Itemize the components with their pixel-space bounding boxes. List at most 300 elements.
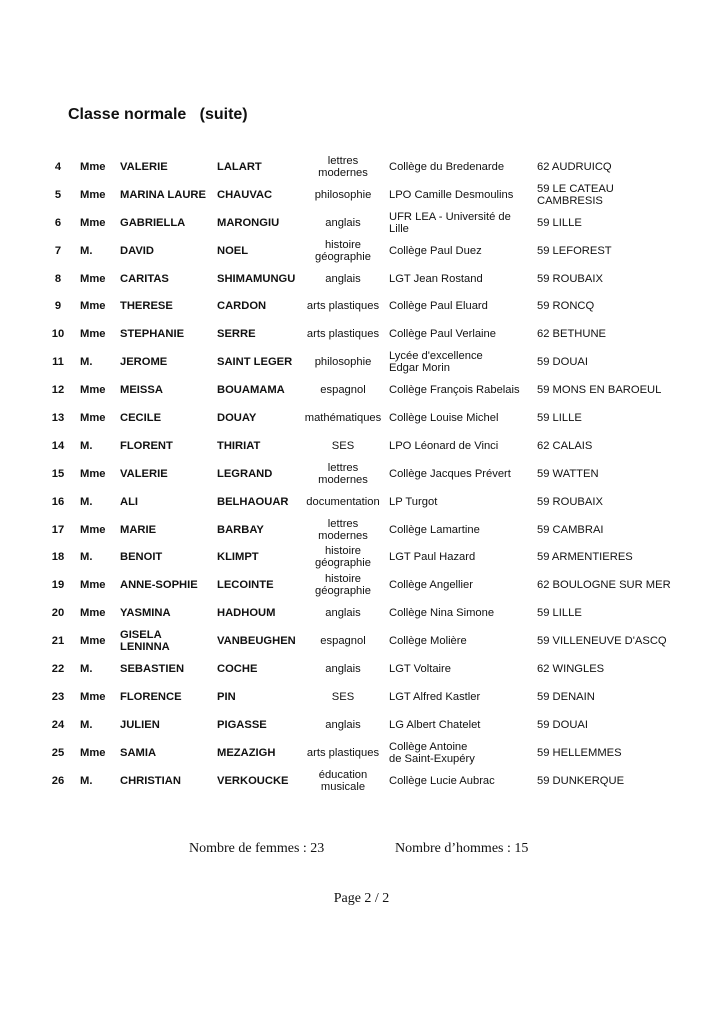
- first-name: SAMIA: [120, 746, 157, 759]
- row-number-cell: [46, 348, 70, 376]
- school: LPO Léonard de Vinci: [389, 439, 499, 452]
- school-cell: [389, 153, 531, 181]
- row-number-cell: [46, 739, 70, 767]
- school-cell: [389, 265, 531, 293]
- civility-cell: [80, 209, 116, 237]
- row-number: 23: [51, 690, 65, 703]
- last-name-cell: [217, 488, 305, 516]
- first-name: CARITAS: [120, 272, 169, 285]
- civility-cell: [80, 711, 116, 739]
- row-number: 20: [51, 607, 65, 620]
- school: LG Albert Chatelet: [389, 718, 481, 731]
- school-cell: [389, 767, 531, 795]
- city-cell: [537, 711, 717, 739]
- subject: histoire géographie: [315, 545, 371, 570]
- civility-cell: [80, 376, 116, 404]
- subject: anglais: [325, 216, 361, 229]
- city: 59 ROUBAIX: [537, 272, 603, 285]
- last-name-cell: [217, 655, 305, 683]
- subject-cell: [300, 683, 386, 711]
- last-name-cell: [217, 571, 305, 599]
- last-name-cell: [217, 516, 305, 544]
- last-name-cell: [217, 292, 305, 320]
- city: 59 HELLEMMES: [537, 746, 622, 759]
- table-row: [0, 627, 723, 655]
- subject: arts plastiques: [306, 328, 380, 341]
- subject-cell: [300, 404, 386, 432]
- row-number: 5: [54, 188, 62, 201]
- first-name: CHRISTIAN: [120, 774, 181, 787]
- table-row: [0, 376, 723, 404]
- civility: Mme: [80, 690, 106, 703]
- school: Collège Paul Verlaine: [389, 328, 496, 341]
- row-number-cell: [46, 655, 70, 683]
- city: 62 WINGLES: [537, 662, 605, 675]
- last-name-cell: [217, 348, 305, 376]
- table-row: [0, 292, 723, 320]
- city: 59 MONS EN BAROEUL: [537, 384, 662, 397]
- school-cell: [389, 683, 531, 711]
- school: Collège Antoine de Saint-Exupéry: [389, 740, 475, 765]
- first-name: FLORENCE: [120, 690, 182, 703]
- school-cell: [389, 599, 531, 627]
- city-cell: [537, 265, 717, 293]
- school-cell: [389, 292, 531, 320]
- subject-cell: [300, 209, 386, 237]
- subject: histoire géographie: [315, 573, 371, 598]
- city: 59 DOUAI: [537, 718, 588, 731]
- last-name-cell: [217, 627, 305, 655]
- first-name: SEBASTIEN: [120, 662, 185, 675]
- school-cell: [389, 432, 531, 460]
- men-count: Nombre d’hommes : 15: [395, 841, 529, 856]
- last-name-cell: [217, 739, 305, 767]
- city-cell: [537, 292, 717, 320]
- civility-cell: [80, 348, 116, 376]
- city-cell: [537, 237, 717, 265]
- subject-cell: [300, 599, 386, 627]
- row-number-cell: [46, 711, 70, 739]
- school: Collège Molière: [389, 635, 467, 648]
- first-name-cell: [120, 543, 216, 571]
- civility: Mme: [80, 216, 106, 229]
- last-name: BELHAOUAR: [217, 495, 289, 508]
- table-row: [0, 404, 723, 432]
- last-name: LALART: [217, 160, 262, 173]
- table-row: [0, 739, 723, 767]
- first-name-cell: [120, 516, 216, 544]
- table-row: [0, 265, 723, 293]
- civility: Mme: [80, 411, 106, 424]
- last-name-cell: [217, 543, 305, 571]
- civility: Mme: [80, 188, 106, 201]
- civility: Mme: [80, 384, 106, 397]
- subject-cell: [300, 488, 386, 516]
- civility: Mme: [80, 272, 106, 285]
- row-number: 22: [51, 662, 65, 675]
- civility: Mme: [80, 160, 106, 173]
- civility: Mme: [80, 579, 106, 592]
- subject: documentation: [306, 495, 380, 508]
- school: Collège Nina Simone: [389, 607, 495, 620]
- row-number: 17: [51, 523, 65, 536]
- table-row: [0, 571, 723, 599]
- table-row: [0, 320, 723, 348]
- first-name-cell: [120, 683, 216, 711]
- school-cell: [389, 516, 531, 544]
- city-cell: [537, 739, 717, 767]
- first-name-cell: [120, 265, 216, 293]
- civility-cell: [80, 739, 116, 767]
- row-number: 21: [51, 635, 65, 648]
- city-cell: [537, 488, 717, 516]
- civility-cell: [80, 432, 116, 460]
- city: 59 LEFOREST: [537, 244, 612, 257]
- last-name: CARDON: [217, 300, 267, 313]
- school: LP Turgot: [389, 495, 438, 508]
- first-name-cell: [120, 488, 216, 516]
- first-name: MARINA LAURE: [120, 188, 206, 201]
- row-number: 24: [51, 718, 65, 731]
- row-number-cell: [46, 599, 70, 627]
- subject-cell: [300, 655, 386, 683]
- first-name-cell: [120, 655, 216, 683]
- subject-cell: [300, 516, 386, 544]
- first-name: VALERIE: [120, 160, 168, 173]
- last-name-cell: [217, 404, 305, 432]
- last-name-cell: [217, 460, 305, 488]
- last-name: MEZAZIGH: [217, 746, 276, 759]
- subject: lettres modernes: [318, 461, 368, 486]
- civility: Mme: [80, 328, 106, 341]
- last-name-cell: [217, 376, 305, 404]
- row-number-cell: [46, 516, 70, 544]
- city: 62 BOULOGNE SUR MER: [537, 579, 671, 592]
- city-cell: [537, 543, 717, 571]
- school: LGT Alfred Kastler: [389, 690, 481, 703]
- city: 59 DUNKERQUE: [537, 774, 625, 787]
- first-name: BENOIT: [120, 551, 163, 564]
- row-number: 11: [52, 356, 64, 369]
- school-cell: [389, 376, 531, 404]
- city: 59 VILLENEUVE D'ASCQ: [537, 635, 667, 648]
- subject: philosophie: [314, 188, 372, 201]
- civility-cell: [80, 599, 116, 627]
- row-number-cell: [46, 376, 70, 404]
- first-name-cell: [120, 209, 216, 237]
- school-cell: [389, 460, 531, 488]
- first-name: THERESE: [120, 300, 173, 313]
- first-name: FLORENT: [120, 439, 173, 452]
- first-name-cell: [120, 711, 216, 739]
- subject-cell: [300, 181, 386, 209]
- subject-cell: [300, 543, 386, 571]
- city-cell: [537, 348, 717, 376]
- subject: histoire géographie: [315, 238, 371, 263]
- row-number: 6: [54, 216, 62, 229]
- row-number-cell: [46, 320, 70, 348]
- subject: éducation musicale: [318, 768, 368, 793]
- civility-cell: [80, 516, 116, 544]
- school: LGT Voltaire: [389, 662, 451, 675]
- first-name: YASMINA: [120, 607, 171, 620]
- row-number: 12: [51, 384, 65, 397]
- first-name: CECILE: [120, 411, 162, 424]
- city: 59 CAMBRAI: [537, 523, 604, 536]
- school: LGT Paul Hazard: [389, 551, 476, 564]
- civility-cell: [80, 153, 116, 181]
- subject-cell: [300, 237, 386, 265]
- school: Collège François Rabelais: [389, 384, 520, 397]
- school: LPO Camille Desmoulins: [389, 188, 514, 201]
- civility-cell: [80, 460, 116, 488]
- first-name-cell: [120, 292, 216, 320]
- first-name: GABRIELLA: [120, 216, 186, 229]
- last-name: THIRIAT: [217, 439, 261, 452]
- civility-cell: [80, 320, 116, 348]
- civility-cell: [80, 571, 116, 599]
- school: Collège du Bredenarde: [389, 160, 505, 173]
- last-name: NOEL: [217, 244, 249, 257]
- civility: M.: [80, 551, 93, 564]
- civility-cell: [80, 181, 116, 209]
- school: Lycée d'excellence Edgar Morin: [389, 350, 483, 375]
- subject: anglais: [325, 607, 361, 620]
- subject-cell: [300, 265, 386, 293]
- row-number-cell: [46, 543, 70, 571]
- school-cell: [389, 655, 531, 683]
- first-name-cell: [120, 739, 216, 767]
- subject-cell: [300, 348, 386, 376]
- civility-cell: [80, 404, 116, 432]
- city-cell: [537, 571, 717, 599]
- last-name: KLIMPT: [217, 551, 259, 564]
- civility: Mme: [80, 523, 106, 536]
- school: Collège Jacques Prévert: [389, 467, 511, 480]
- civility: M.: [80, 718, 93, 731]
- first-name: ANNE-SOPHIE: [120, 579, 198, 592]
- first-name-cell: [120, 432, 216, 460]
- school-cell: [389, 627, 531, 655]
- first-name: MARIE: [120, 523, 157, 536]
- city-cell: [537, 376, 717, 404]
- row-number: 4: [54, 160, 62, 173]
- civility-cell: [80, 265, 116, 293]
- civility-cell: [80, 683, 116, 711]
- city-cell: [537, 181, 717, 209]
- school: Collège Louise Michel: [389, 411, 499, 424]
- last-name-cell: [217, 432, 305, 460]
- last-name-cell: [217, 209, 305, 237]
- table-row: [0, 655, 723, 683]
- table-row: [0, 683, 723, 711]
- civility: Mme: [80, 300, 106, 313]
- school-cell: [389, 237, 531, 265]
- last-name-cell: [217, 237, 305, 265]
- row-number-cell: [46, 153, 70, 181]
- city-cell: [537, 153, 717, 181]
- school-cell: [389, 711, 531, 739]
- city-cell: [537, 655, 717, 683]
- city-cell: [537, 599, 717, 627]
- subject: espagnol: [320, 384, 366, 397]
- last-name: SHIMAMUNGU: [217, 272, 296, 285]
- school: Collège Angellier: [389, 579, 473, 592]
- civility: Mme: [80, 467, 106, 480]
- city: 59 WATTEN: [537, 467, 599, 480]
- table-row: [0, 153, 723, 181]
- civility-cell: [80, 655, 116, 683]
- civility-cell: [80, 292, 116, 320]
- civility: Mme: [80, 746, 106, 759]
- first-name-cell: [120, 376, 216, 404]
- row-number-cell: [46, 767, 70, 795]
- first-name: JULIEN: [120, 718, 160, 731]
- row-number: 14: [51, 439, 65, 452]
- city-cell: [537, 683, 717, 711]
- civility: M.: [80, 662, 93, 675]
- civility-cell: [80, 488, 116, 516]
- city: 59 DOUAI: [537, 356, 588, 369]
- row-number-cell: [46, 627, 70, 655]
- subject-cell: [300, 320, 386, 348]
- row-number: 13: [51, 411, 65, 424]
- first-name-cell: [120, 153, 216, 181]
- table-row: [0, 711, 723, 739]
- first-name-cell: [120, 460, 216, 488]
- city: 59 LE CATEAU CAMBRESIS: [537, 182, 614, 207]
- school: LGT Jean Rostand: [389, 272, 483, 285]
- last-name: HADHOUM: [217, 607, 276, 620]
- first-name-cell: [120, 320, 216, 348]
- last-name-cell: [217, 181, 305, 209]
- city-cell: [537, 432, 717, 460]
- city-cell: [537, 516, 717, 544]
- civility-cell: [80, 627, 116, 655]
- first-name: GISELA LENINNA: [120, 629, 170, 654]
- city-cell: [537, 627, 717, 655]
- first-name: DAVID: [120, 244, 154, 257]
- table-row: [0, 432, 723, 460]
- first-name: STEPHANIE: [120, 328, 185, 341]
- city: 59 LILLE: [537, 216, 582, 229]
- last-name-cell: [217, 265, 305, 293]
- subject: anglais: [325, 662, 361, 675]
- row-number: 7: [54, 244, 62, 257]
- school: Collège Lucie Aubrac: [389, 774, 495, 787]
- last-name: VERKOUCKE: [217, 774, 289, 787]
- subject-cell: [300, 432, 386, 460]
- last-name-cell: [217, 599, 305, 627]
- row-number-cell: [46, 683, 70, 711]
- first-name-cell: [120, 627, 216, 655]
- civility: M.: [80, 244, 93, 257]
- subject: anglais: [325, 718, 361, 731]
- table-row: [0, 209, 723, 237]
- last-name: PIN: [217, 690, 236, 703]
- row-number-cell: [46, 265, 70, 293]
- last-name: SERRE: [217, 328, 256, 341]
- first-name-cell: [120, 599, 216, 627]
- row-number-cell: [46, 237, 70, 265]
- civility: Mme: [80, 635, 106, 648]
- last-name: LECOINTE: [217, 579, 274, 592]
- row-number-cell: [46, 181, 70, 209]
- city-cell: [537, 404, 717, 432]
- school-cell: [389, 543, 531, 571]
- last-name-cell: [217, 711, 305, 739]
- row-number: 15: [51, 467, 65, 480]
- last-name: COCHE: [217, 662, 258, 675]
- civility: M.: [80, 356, 93, 369]
- first-name: JEROME: [120, 356, 168, 369]
- first-name-cell: [120, 181, 216, 209]
- row-number: 9: [54, 300, 62, 313]
- last-name: LEGRAND: [217, 467, 273, 480]
- first-name-cell: [120, 348, 216, 376]
- subject: SES: [331, 690, 355, 703]
- school: Collège Paul Eluard: [389, 300, 488, 313]
- last-name: PIGASSE: [217, 718, 267, 731]
- subject-cell: [300, 627, 386, 655]
- school: Collège Lamartine: [389, 523, 480, 536]
- school-cell: [389, 404, 531, 432]
- subject: lettres modernes: [318, 517, 368, 542]
- subject-cell: [300, 153, 386, 181]
- subject-cell: [300, 739, 386, 767]
- subject-cell: [300, 376, 386, 404]
- first-name-cell: [120, 404, 216, 432]
- row-number-cell: [46, 432, 70, 460]
- city: 59 LILLE: [537, 607, 582, 620]
- last-name-cell: [217, 767, 305, 795]
- last-name-cell: [217, 320, 305, 348]
- city-cell: [537, 209, 717, 237]
- table-row: [0, 181, 723, 209]
- civility-cell: [80, 543, 116, 571]
- row-number-cell: [46, 292, 70, 320]
- school-cell: [389, 488, 531, 516]
- subject: lettres modernes: [318, 154, 368, 179]
- city: 59 RONCQ: [537, 300, 595, 313]
- subject: arts plastiques: [306, 300, 380, 313]
- row-number: 19: [51, 579, 65, 592]
- civility: M.: [80, 774, 93, 787]
- table-row: [0, 460, 723, 488]
- last-name: BOUAMAMA: [217, 384, 285, 397]
- school: UFR LEA - Université de Lille: [389, 210, 511, 235]
- women-count: Nombre de femmes : 23: [189, 841, 325, 856]
- row-number-cell: [46, 571, 70, 599]
- last-name-cell: [217, 683, 305, 711]
- subject: SES: [331, 439, 355, 452]
- first-name-cell: [120, 571, 216, 599]
- city: 59 ARMENTIERES: [537, 551, 633, 564]
- school-cell: [389, 181, 531, 209]
- row-number-cell: [46, 488, 70, 516]
- teacher-list: [0, 153, 723, 794]
- first-name: ALI: [120, 495, 139, 508]
- school-cell: [389, 320, 531, 348]
- civility: Mme: [80, 607, 106, 620]
- school-cell: [389, 209, 531, 237]
- subject-cell: [300, 460, 386, 488]
- row-number-cell: [46, 404, 70, 432]
- row-number: 10: [51, 328, 65, 341]
- table-row: [0, 767, 723, 795]
- city: 59 DENAIN: [537, 690, 595, 703]
- subject-cell: [300, 767, 386, 795]
